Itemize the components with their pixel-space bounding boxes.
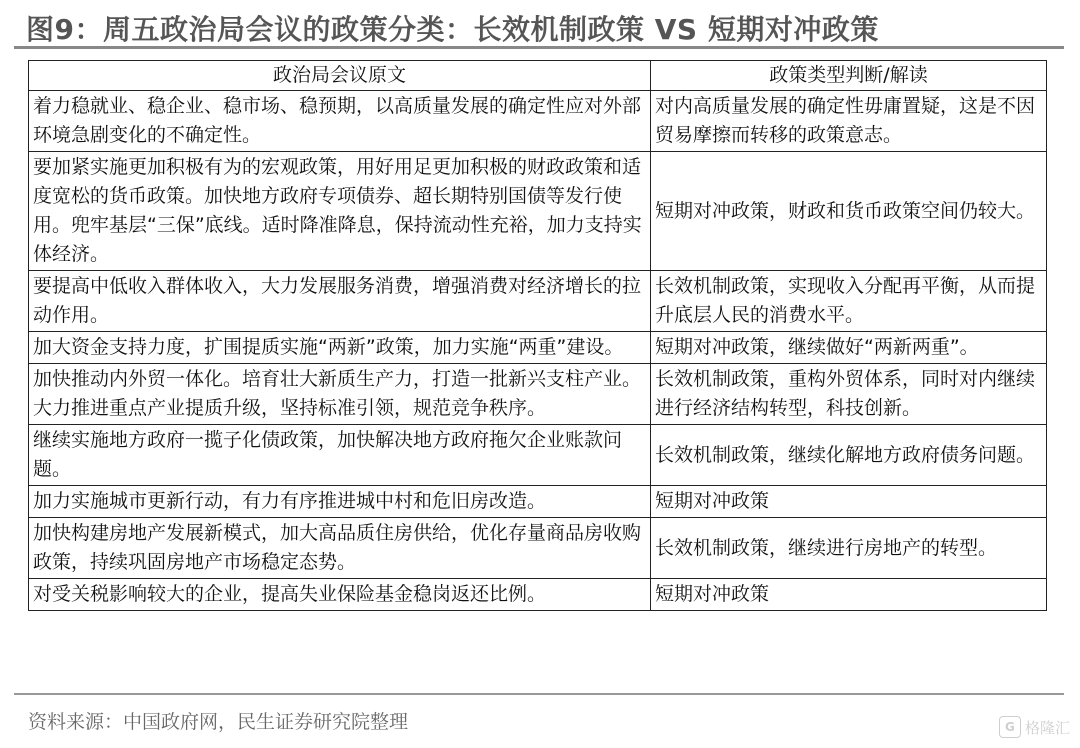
interpretation-cell: 短期对冲政策，财政和货币政策空间仍较大。: [651, 152, 1047, 271]
original-cell: 加大资金支持力度，扩围提质实施“两新”政策，加力实施“两重”建设。: [29, 332, 651, 364]
interpretation-cell: 短期对冲政策，继续做好“两新两重”。: [651, 332, 1047, 364]
header-original-text: 政治局会议原文: [29, 61, 651, 91]
interpretation-cell: 长效机制政策，继续化解地方政府债务问题。: [651, 425, 1047, 486]
interpretation-cell: 长效机制政策，继续进行房地产的转型。: [651, 518, 1047, 579]
table-row: [29, 364, 1047, 425]
interpretation-cell: 对内高质量发展的确定性毋庸置疑，这是不因贸易摩擦而转移的政策意志。: [651, 91, 1047, 152]
interpretation-cell: 短期对冲政策: [651, 579, 1047, 611]
source-divider: [14, 693, 1064, 695]
interpretation-cell: 长效机制政策，实现收入分配再平衡，从而提升底层人民的消费水平。: [651, 271, 1047, 332]
original-cell: 加快推动内外贸一体化。培育壮大新质生产力，打造一批新兴支柱产业。大力推进重点产业提质升级，坚持标准引领，规范竞争秩序。: [29, 364, 651, 425]
original-cell: 对受关税影响较大的企业，提高失业保险基金稳岗返还比例。: [29, 579, 651, 611]
table-header-row: [29, 61, 1047, 91]
table-row: [29, 579, 1047, 611]
original-cell: 要加紧实施更加积极有为的宏观政策，用好用足更加积极的财政政策和适度宽松的货币政策。加快地方政府专项债券、超长期特别国债等发行使用。兜牢基层“三保”底线。适时降准降息，保持流动性充裕，加力支持实体经济。: [29, 152, 651, 271]
original-cell: 要提高中低收入群体收入，大力发展服务消费，增强消费对经济增长的拉动作用。: [29, 271, 651, 332]
watermark: [999, 716, 1070, 738]
header-interpretation: 政策类型判断/解读: [651, 61, 1047, 91]
source-note: 资料来源：中国政府网，民生证券研究院整理: [28, 711, 409, 733]
figure-title: 图9：周五政治局会议的政策分类：长效机制政策 VS 短期对冲政策: [26, 13, 879, 46]
policy-table: [28, 60, 1047, 611]
original-cell: 着力稳就业、稳企业、稳市场、稳预期，以高质量发展的确定性应对外部环境急剧变化的不确定性。: [29, 91, 651, 152]
original-cell: 加快构建房地产发展新模式，加大高品质住房供给，优化存量商品房收购政策，持续巩固房地产市场稳定态势。: [29, 518, 651, 579]
original-cell: 加力实施城市更新行动，有力有序推进城中村和危旧房改造。: [29, 486, 651, 518]
table-row: [29, 486, 1047, 518]
interpretation-cell: 长效机制政策，重构外贸体系，同时对内继续进行经济结构转型，科技创新。: [651, 364, 1047, 425]
table-row: [29, 152, 1047, 271]
title-divider: [14, 46, 1064, 49]
original-cell: 继续实施地方政府一揽子化债政策，加快解决地方政府拖欠企业账款问题。: [29, 425, 651, 486]
table-row: [29, 518, 1047, 579]
table-row: [29, 271, 1047, 332]
table-row: [29, 332, 1047, 364]
watermark-logo-icon: G: [999, 716, 1021, 738]
watermark-label: 格隆汇: [1024, 718, 1070, 737]
table-row: [29, 425, 1047, 486]
table-row: [29, 91, 1047, 152]
interpretation-cell: 短期对冲政策: [651, 486, 1047, 518]
